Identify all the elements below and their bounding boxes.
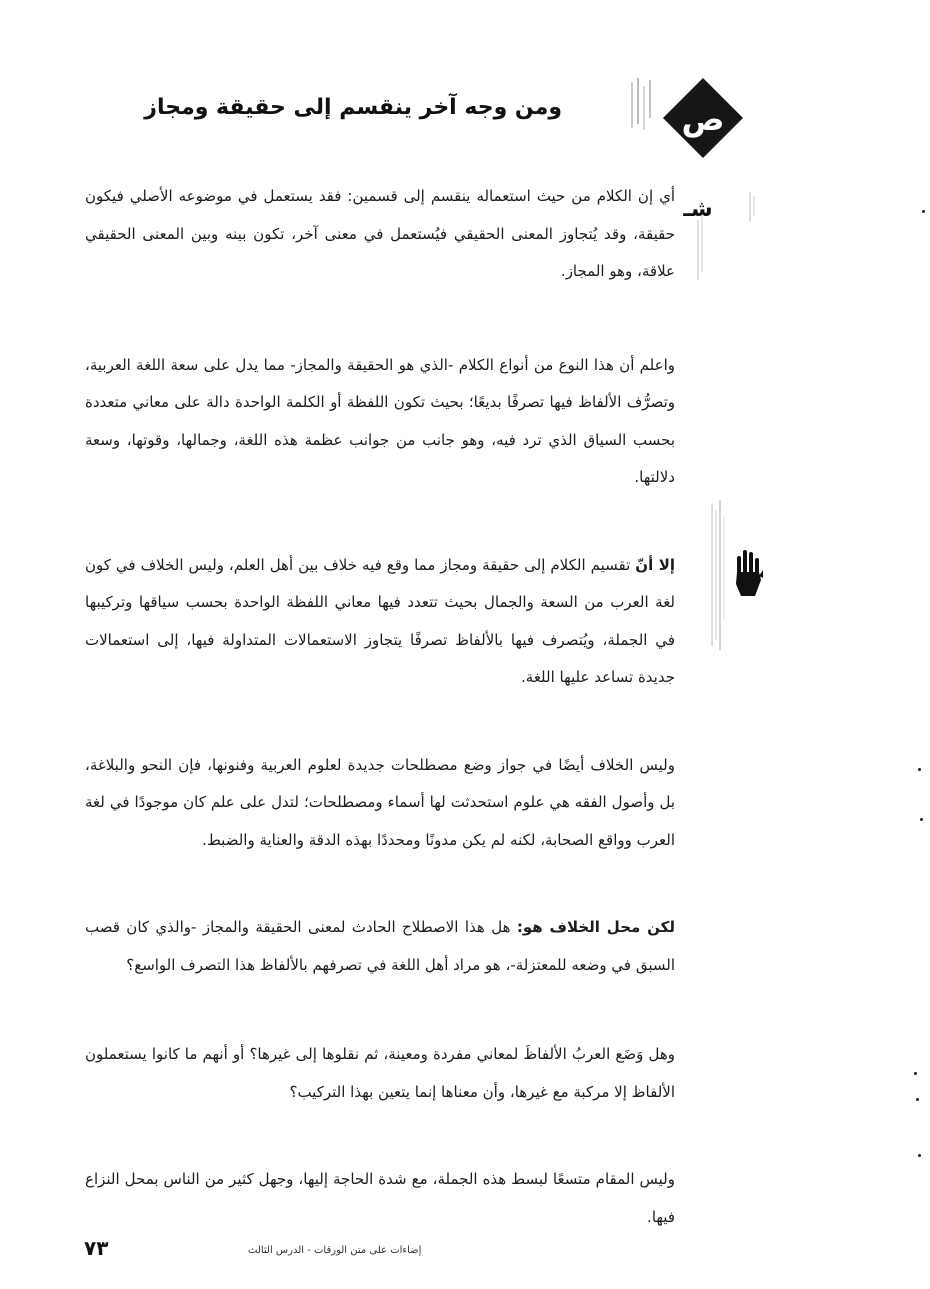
scan-speck (914, 1072, 917, 1075)
paragraph-lead: لكن محل الخلاف هو: (516, 918, 675, 936)
commentary-marker-icon (678, 190, 718, 230)
diamond-badge-icon (663, 78, 743, 158)
paragraph (85, 909, 675, 984)
commentary-symbol: شـ (683, 197, 713, 222)
paragraph (85, 178, 675, 291)
scan-speck (920, 818, 923, 821)
paragraph (85, 1036, 675, 1111)
paragraph-text: أي إن الكلام من حيث استعماله ينقسم إلى قسمين: فقد يستعمل في موضوعه الأصلي فيكون حقيقة، وقد يُتجاوز المعنى الحقيقي فيُستعمل في معنى آخر، تكون بينه وبين المعنى الحقيقي علاقة، وهو المجاز. (85, 187, 675, 280)
scan-speck (918, 768, 921, 771)
page-title: ومن وجه آخر ينقسم إلى حقيقة ومجاز (144, 95, 562, 120)
paragraph-lead: إلا أنّ (635, 555, 675, 574)
header-vertical-rules (628, 78, 658, 130)
paragraph (85, 1161, 675, 1236)
paragraph (85, 547, 675, 697)
section-badge (663, 78, 743, 158)
scan-speck (922, 210, 925, 213)
paragraph-text: واعلم أن هذا النوع من أنواع الكلام -الذي هو الحقيقة والمجاز- مما يدل على سعة اللغة العربية، وتصرُّف الألفاظ فيها تصرفًا بديعًا؛ بحيث تكون اللفظة أو الكلمة الواحدة دالة على معاني متعددة بحسب السياق الذي ترد فيه، وهو جانب من جوانب عظمة هذه اللغة، وجمالها، وقوتها، وسعة دلالتها. (85, 355, 675, 486)
main-content (85, 178, 675, 1289)
paragraph-text: وهل وَضَع العربُ الألفاظَ لمعاني مفردة ومعينة، ثم نقلوها إلى غيرها؟ أو أنهم ما كانوا يستعملون الألفاظ إلا مركبة مع غيرها، وأن معناها إنما يتعين بهذا التركيب؟ (85, 1045, 675, 1101)
paragraph (85, 747, 675, 860)
paragraph-text: تقسيم الكلام إلى حقيقة ومجاز مما وقع فيه خلاف بين أهل العلم، وليس الخلاف في كون لغة العرب من السعة والجمال بحيث تتعدد فيها معاني اللفظة الواحدة بحسب سياقها وتركيبها في الجملة، ويُتصرف فيها بالألفاظ تصرفًا يتجاوز الاستعمالات المتداولة فيها، إلى استعمالات جديدة تساعد عليها اللغة. (85, 555, 675, 686)
paragraph (85, 347, 675, 497)
section-letter: ص (681, 100, 725, 138)
paragraph-text: وليس الخلاف أيضًا في جواز وضع مصطلحات جديدة لعلوم العربية وفنونها، فإن النحو والبلاغة، بل وأصول الفقه هي علوم استحدثت لها أسماء ومصطلحات؛ لتدل على علم كان موجودًا في لغة العرب وواقع الصحابة، لكنه لم يكن مدونًا ومحددًا بهذه الدقة والعناية والضبط. (85, 755, 675, 849)
paragraph-text: وليس المقام متسعًا لبسط هذه الجملة، مع شدة الحاجة إليها، وجهل كثير من الناس بمحل النزاع فيها. (85, 1170, 675, 1226)
page-number: ٧٣ (84, 1236, 109, 1260)
raised-hand-icon (735, 550, 763, 598)
paragraph-text: هل هذا الاصطلاح الحادث لمعنى الحقيقة والمجاز -والذي كان قصب السبق في وضعه للمعتزلة-، هو مراد أهل اللغة في تصرفهم بالألفاظ هذا التصرف الواسع؟ (85, 918, 675, 974)
scan-speck (916, 1098, 919, 1101)
running-footer-title: إضاءات على متن الورقات - الدرس الثالث (248, 1245, 422, 1256)
scan-speck (918, 1154, 921, 1157)
